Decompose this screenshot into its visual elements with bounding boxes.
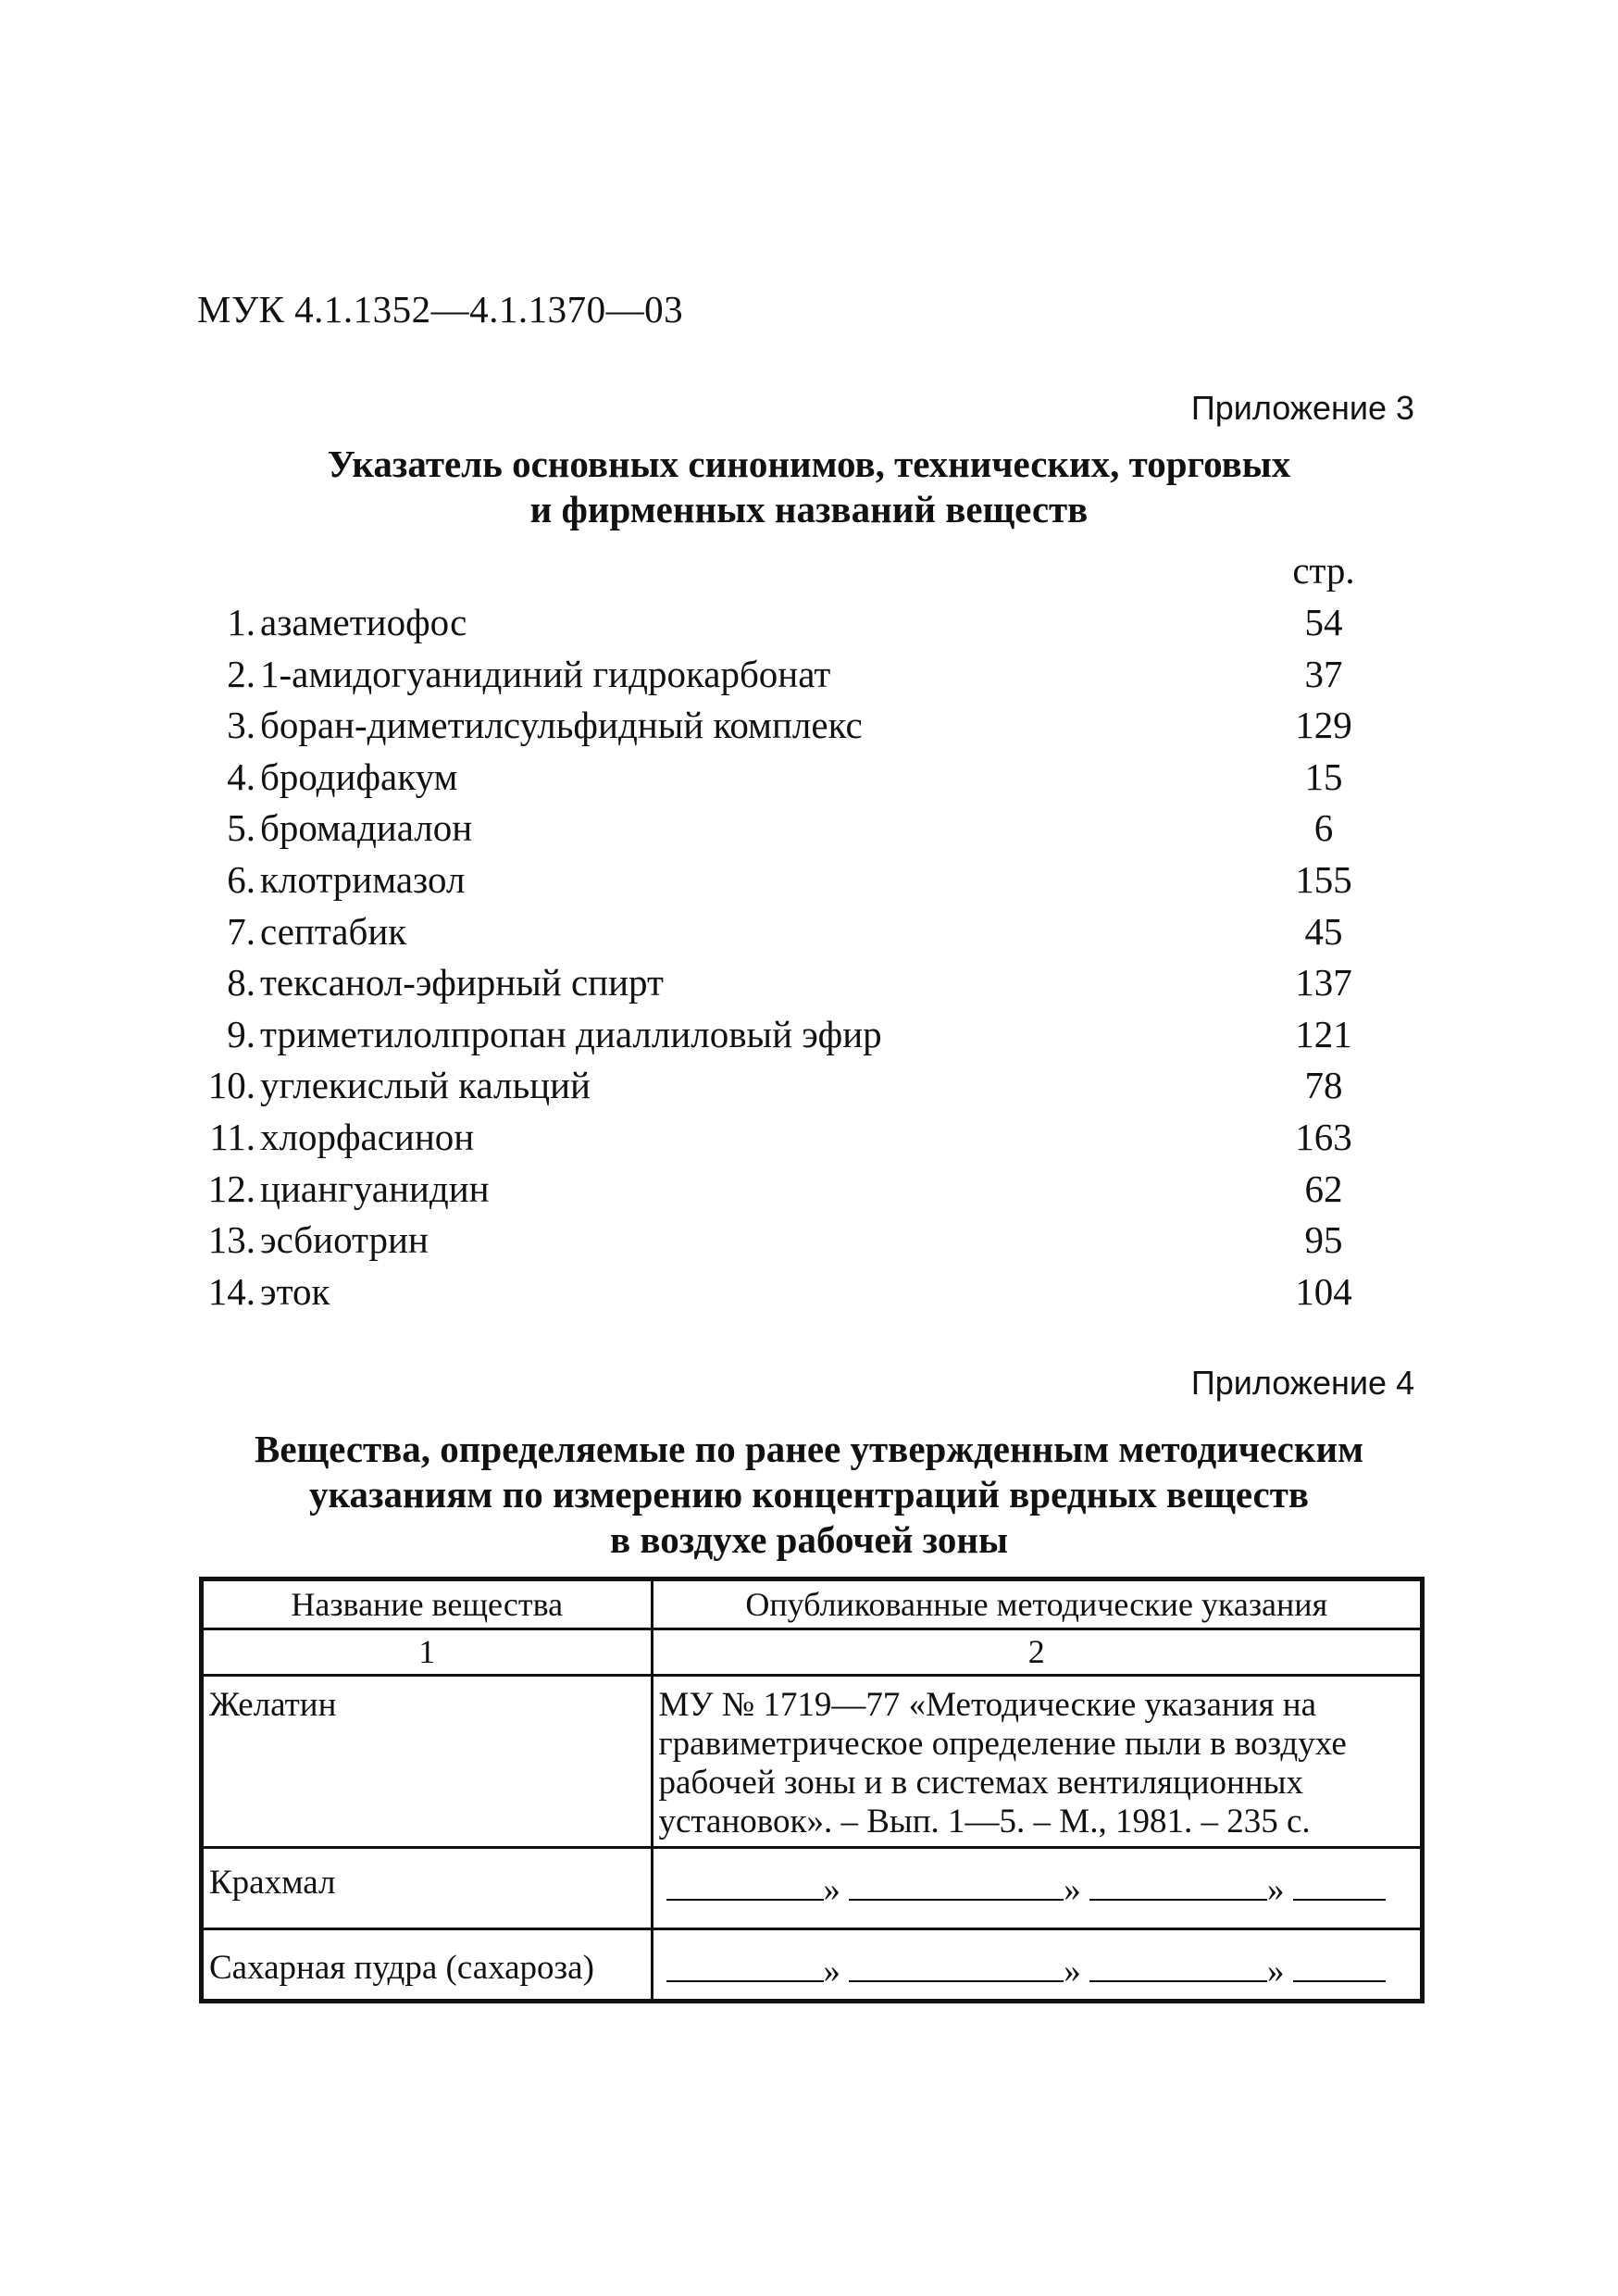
item-page: 121 (1295, 1012, 1352, 1055)
appendix-4-title-line-1: Вещества, определяемые по ранее утвержденным методическим (254, 1428, 1364, 1470)
item-page: 137 (1295, 961, 1352, 1004)
substance-name: Крахмал (209, 1864, 336, 1902)
list-item (0, 1215, 1618, 1267)
item-page: 95 (1304, 1218, 1343, 1262)
substance-name: Сахарная пудра (сахароза) (209, 1949, 594, 1987)
reference-line-3: рабочей зоны и в системах вентиляционных (658, 1764, 1304, 1802)
item-number: 11. (209, 1115, 255, 1158)
item-name: боран-диметилсульфидный комплекс (260, 704, 863, 747)
item-number: 9. (227, 1012, 255, 1055)
item-name: хлорфасинон (260, 1115, 475, 1158)
column-number-1: 1 (204, 1629, 652, 1676)
item-page: 15 (1304, 755, 1343, 798)
ditto-mark: » (823, 1871, 840, 1909)
reference-text (653, 1677, 1421, 1841)
item-number: 13. (207, 1218, 255, 1262)
list-item (0, 700, 1618, 752)
ditto-mark: » (1064, 1871, 1081, 1909)
ditto-blank (849, 1871, 1064, 1901)
substance-cell (204, 1929, 652, 2000)
item-name: циангуанидин (260, 1167, 490, 1210)
item-number: 10. (207, 1064, 255, 1107)
item-page: 54 (1304, 601, 1343, 643)
item-number: 6. (227, 857, 255, 901)
item-name: бродифакум (260, 755, 458, 798)
item-name: азаметиофос (260, 601, 467, 643)
synonym-index-list (0, 597, 1618, 1317)
appendix-3-label: Приложение 3 (1190, 389, 1414, 427)
reference-line-2: гравиметрическое определение пыли в воздухе (658, 1725, 1347, 1763)
ditto-blank (666, 1953, 824, 1982)
appendix-3-title-line-2: и фирменных названий веществ (529, 488, 1089, 530)
list-item (0, 597, 1618, 649)
item-name: триметилолпропан диаллиловый эфир (260, 1012, 882, 1055)
ditto-blank (1089, 1953, 1267, 1982)
item-name: септабик (260, 909, 407, 953)
page-column-header: стр. (1292, 549, 1355, 592)
item-page: 45 (1304, 909, 1343, 953)
item-number: 1. (227, 601, 255, 643)
substance-name: Желатин (209, 1686, 337, 1724)
list-item (0, 855, 1618, 906)
table-header-row (204, 1581, 1420, 1629)
ditto-mark: » (1267, 1871, 1285, 1909)
item-number: 14. (207, 1269, 255, 1313)
ditto-mark: » (823, 1953, 840, 1990)
item-number: 4. (227, 755, 255, 798)
methods-table-frame (199, 1577, 1425, 2003)
item-number: 5. (227, 806, 255, 850)
ditto-blank (1293, 1871, 1386, 1901)
list-item (0, 803, 1618, 855)
item-name: эток (260, 1269, 330, 1313)
item-name: клотримазол (260, 857, 466, 901)
item-page: 37 (1304, 652, 1343, 695)
appendix-4-title (0, 1427, 1618, 1563)
ditto-blank (1293, 1953, 1386, 1982)
appendix-4-title-line-2: указаниям по измерению концентраций вредных веществ (309, 1473, 1309, 1516)
methods-table (204, 1581, 1420, 1999)
item-page: 104 (1295, 1269, 1352, 1313)
ditto-line (653, 1930, 1421, 1991)
item-number: 7. (227, 909, 255, 953)
item-name: тексанол-эфирный спирт (260, 961, 664, 1004)
item-page: 6 (1313, 806, 1334, 850)
item-number: 2. (227, 652, 255, 695)
item-number: 12. (207, 1167, 255, 1210)
item-page: 155 (1295, 857, 1352, 901)
reference-cell (652, 1929, 1420, 2000)
appendix-4-label: Приложение 4 (1190, 1364, 1414, 1402)
table-row (204, 1848, 1420, 1929)
reference-cell (652, 1676, 1420, 1848)
item-page: 129 (1295, 704, 1352, 747)
item-name: бромадиалон (260, 806, 473, 850)
column-number-2: 2 (652, 1629, 1420, 1676)
column-header-substance: Название вещества (204, 1581, 652, 1629)
appendix-3-title-line-1: Указатель основных синонимов, технических, торговых (327, 443, 1291, 485)
list-item (0, 1060, 1618, 1112)
reference-line-4: установок». – Вып. 1—5. – М., 1981. – 235 с. (658, 1803, 1311, 1841)
table-row (204, 1929, 1420, 2000)
item-name: эсбиотрин (260, 1218, 429, 1262)
list-item (0, 957, 1618, 1009)
item-page: 62 (1304, 1167, 1343, 1210)
item-number: 8. (227, 961, 255, 1004)
item-name: 1-амидогуанидиний гидрокарбонат (260, 652, 831, 695)
column-number-row (204, 1629, 1420, 1676)
item-name: углекислый кальций (260, 1064, 591, 1107)
ditto-mark: » (1267, 1953, 1285, 1990)
reference-line-1: МУ № 1719—77 «Методические указания на (658, 1686, 1317, 1724)
list-item (0, 1009, 1618, 1061)
substance-cell (204, 1848, 652, 1929)
reference-cell (652, 1848, 1420, 1929)
appendix-3-title (0, 442, 1618, 532)
list-item (0, 1164, 1618, 1216)
list-item (0, 752, 1618, 804)
document-code: МУК 4.1.1352—4.1.1370—03 (197, 288, 684, 331)
ditto-blank (849, 1953, 1064, 1982)
ditto-blank (1089, 1871, 1267, 1901)
list-item (0, 906, 1618, 958)
item-number: 3. (227, 704, 255, 747)
ditto-mark: » (1064, 1953, 1081, 1990)
ditto-line (653, 1849, 1421, 1910)
column-header-references: Опубликованные методические указания (652, 1581, 1420, 1629)
ditto-blank (666, 1871, 824, 1901)
substance-cell (204, 1676, 652, 1848)
list-item (0, 1267, 1618, 1318)
table-row (204, 1676, 1420, 1848)
item-page: 163 (1295, 1115, 1352, 1158)
item-page: 78 (1304, 1064, 1343, 1107)
appendix-4-title-line-3: в воздухе рабочей зоны (610, 1518, 1008, 1561)
list-item (0, 649, 1618, 701)
list-item (0, 1112, 1618, 1164)
